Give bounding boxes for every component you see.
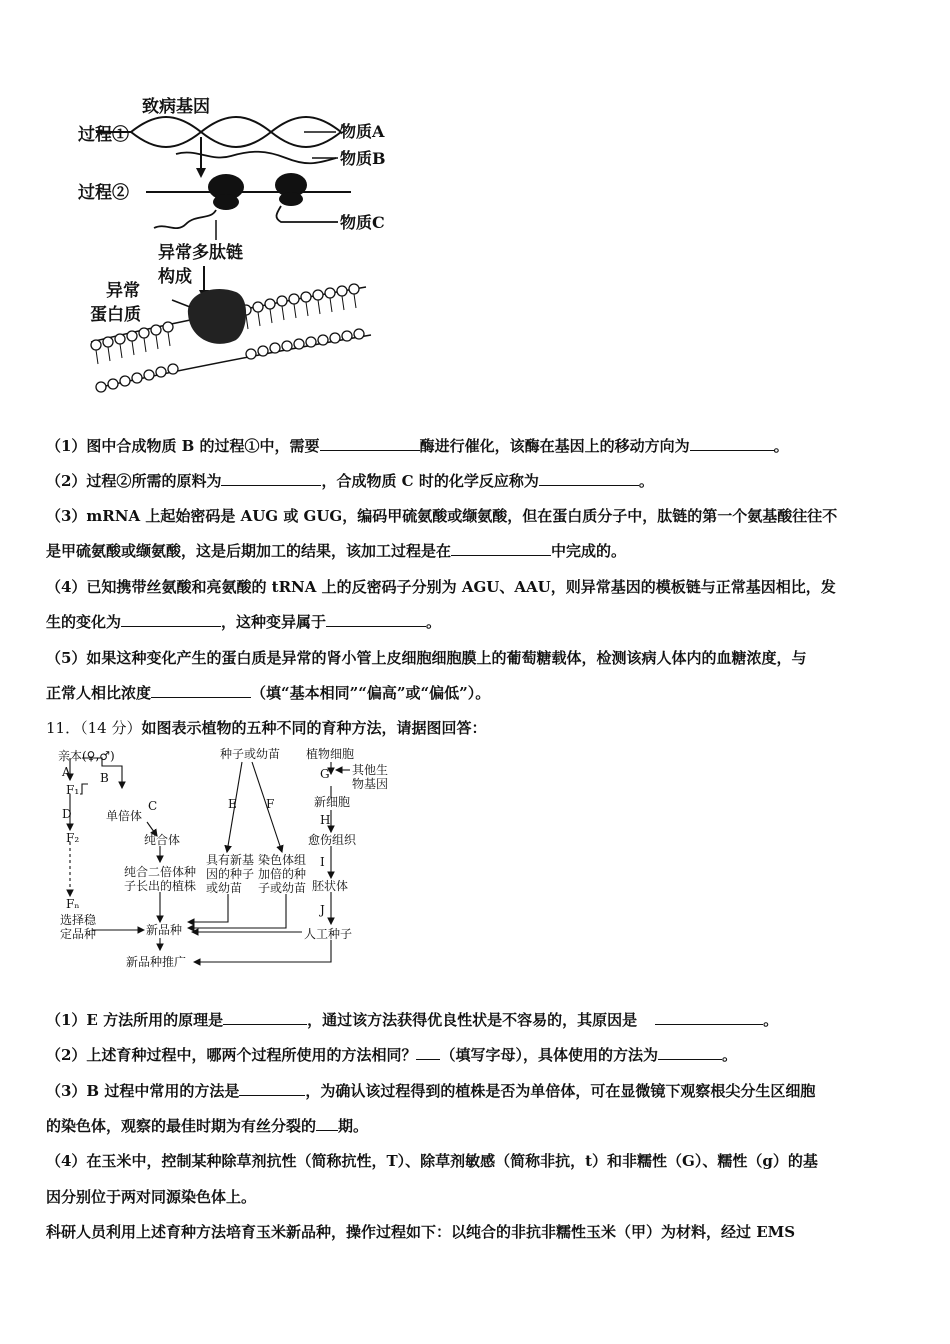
label-substance-a: 物质A	[340, 122, 385, 141]
q10-part3-line2	[46, 541, 908, 561]
fig2-seed: 种子或幼苗	[220, 747, 281, 761]
q10-blank-concentration[interactable]	[151, 683, 251, 698]
q10-part2	[46, 471, 908, 491]
q11-p3-text-b: ，为确认该过程得到的植株是否为单倍体，可在显微镜下观察根尖分生区细胞	[305, 1082, 816, 1100]
fig2-f2: F₂	[66, 831, 80, 845]
fig2-pure-diploid-2: 子长出的植株	[124, 879, 197, 893]
fig2-other-gene-2: 物基因	[352, 777, 389, 791]
q10-blank-raw-material[interactable]	[221, 471, 321, 486]
q11-part4-line2: 因分别位于两对同源染色体上。	[46, 1188, 257, 1206]
fig2-artificial-seed: 人工种子	[304, 927, 353, 941]
q11-blank-b-method[interactable]	[239, 1081, 305, 1096]
q11-p3-text-d: 期。	[338, 1117, 369, 1135]
fig2-double-1: 染色体组	[258, 853, 307, 867]
q11-blank-reason[interactable]	[655, 1010, 763, 1025]
q10-blank-variation[interactable]	[326, 612, 426, 627]
q10-part5-line2	[46, 683, 908, 703]
q11-part3-line2	[46, 1116, 908, 1136]
q10-p2-text-a: （2）过程②所需的原料为	[46, 472, 222, 490]
q11-header	[46, 718, 908, 738]
label-abnormal-protein-2: 蛋白质	[90, 305, 141, 325]
fig2-promote: 新品种推广	[126, 955, 187, 969]
q11-p1-text-b: ，通过该方法获得优良性状是不容易的，其原因是	[307, 1011, 638, 1029]
fig2-new-variety: 新品种	[146, 923, 183, 937]
fig2-f1: F₁	[66, 783, 80, 797]
q10-p1-text-a: （1）图中合成物质 B 的过程①中，需要	[46, 437, 320, 455]
q11-part4-line1: （4）在玉米中，控制某种除草剂抗性（简称抗性，T）、除草剂敏感（简称非抗，t）和非糯性（G）、糯性（g）的基	[46, 1152, 818, 1170]
q10-blank-change[interactable]	[121, 612, 221, 627]
q11-part2	[46, 1045, 908, 1065]
fig2-label-d: D	[62, 807, 72, 821]
q10-p5-text-a: 正常人相比浓度	[46, 684, 152, 702]
breeding-methods-diagram	[52, 744, 397, 976]
fig2-embryoid: 胚状体	[312, 879, 349, 893]
fig2-double-3: 子或幼苗	[258, 881, 307, 895]
q11-p2-text-b: （填写字母），具体使用的方法为	[440, 1046, 658, 1064]
q10-p3-text-b: 中完成的。	[551, 542, 627, 560]
fig2-pure-diploid-1: 纯合二倍体种	[124, 865, 197, 879]
q10-part4-line2	[46, 612, 908, 632]
fig2-label-e: E	[228, 797, 237, 811]
q10-part3-line1: （3）mRNA 上起始密码是 AUG 或 GUG，编码甲硫氨酸或缬氨酸，但在蛋白质分子中，肽链的第一个氨基酸往往不	[46, 507, 838, 525]
q11-blank-phase[interactable]	[316, 1116, 338, 1131]
fig2-callus: 愈伤组织	[308, 833, 357, 847]
q11-part5-line1: 科研人员利用上述育种方法培育玉米新品种，操作过程如下：以纯合的非抗非糯性玉米（甲）为材料，经过 EMS	[46, 1223, 796, 1241]
fig2-other-gene-1: 其他生	[352, 763, 389, 777]
label-abnormal-chain: 异常多肽链	[158, 243, 243, 263]
fig2-newgene-2: 因的种子	[206, 867, 255, 881]
label-gene: 致病基因	[142, 97, 210, 117]
abnormal-protein	[188, 289, 246, 344]
fig2-parents: 亲本(♀,♂)	[58, 749, 115, 763]
fig2-label-j: J	[320, 903, 325, 917]
q11-stem: 如图表示植物的五种不同的育种方法，请据图回答：	[141, 719, 487, 737]
q10-p1-text-c: 。	[773, 437, 789, 455]
q10-part5-line1: （5）如果这种变化产生的蛋白质是异常的肾小管上皮细胞细胞膜上的葡萄糖载体，检测该病人体内的血糖浓度，与	[46, 649, 807, 667]
fig2-select-2: 定品种	[60, 927, 97, 941]
q10-blank-organelle[interactable]	[451, 541, 551, 556]
q11-blank-letters[interactable]	[416, 1045, 440, 1060]
fig2-plant-cell: 植物细胞	[306, 747, 355, 761]
q10-blank-direction[interactable]	[690, 436, 774, 451]
fig2-double-2: 加倍的种	[258, 867, 307, 881]
fig2-label-f: F	[266, 797, 275, 811]
q11-p2-text-a: （2）上述育种过程中，哪两个过程所使用的方法相同？	[46, 1046, 417, 1064]
q11-p3-text-a: （3）B 过程中常用的方法是	[46, 1082, 240, 1100]
q10-p4-text-a: 生的变化为	[46, 613, 122, 631]
fig2-haploid: 单倍体	[106, 809, 143, 823]
q11-part1	[46, 1010, 908, 1030]
fig2-label-a: A	[62, 765, 71, 779]
label-abnormal-protein-1: 异常	[106, 281, 140, 301]
label-substance-b: 物质B	[340, 149, 386, 168]
q10-p2-text-b: ，合成物质 C 时的化学反应称为	[321, 472, 539, 490]
fig2-label-i: I	[320, 855, 325, 869]
gene-expression-diagram	[76, 92, 406, 410]
q11-p1-text-c: 。	[763, 1011, 779, 1029]
label-process2: 过程②	[78, 183, 129, 203]
q10-blank-enzyme[interactable]	[320, 436, 420, 451]
q10-p3-text-a: 是甲硫氨酸或缬氨酸，这是后期加工的结果，该加工过程是在	[46, 542, 452, 560]
fig2-label-h: H	[320, 813, 331, 827]
fig2-newgene-3: 或幼苗	[206, 881, 243, 895]
q11-p1-text-a: （1）E 方法所用的原理是	[46, 1011, 224, 1029]
fig2-label-c: C	[148, 799, 158, 813]
label-process1: 过程①	[78, 125, 129, 145]
fig2-label-g: G	[320, 767, 330, 781]
q10-part1	[46, 436, 908, 456]
fig2-homozygote: 纯合体	[144, 833, 181, 847]
q11-part3-line1	[46, 1081, 908, 1101]
q10-p4-text-b: ，这种变异属于	[221, 613, 327, 631]
q10-p4-text-c: 。	[426, 613, 442, 631]
q11-p3-text-c: 的染色体，观察的最佳时期为有丝分裂的	[46, 1117, 317, 1135]
fig2-newgene-1: 具有新基	[206, 853, 255, 867]
q10-blank-reaction[interactable]	[539, 471, 639, 486]
q10-part4-line1: （4）已知携带丝氨酸和亮氨酸的 tRNA 上的反密码子分别为 AGU、AAU，则异常基因的模板链与正常基因相比，发	[46, 578, 836, 596]
fig2-new-cell: 新细胞	[314, 795, 351, 809]
fig2-label-b: B	[100, 771, 109, 785]
q11-blank-method[interactable]	[658, 1045, 722, 1060]
q10-p5-text-b: （填“基本相同”“偏高”或“偏低”）。	[251, 684, 491, 702]
q11-blank-principle[interactable]	[223, 1010, 307, 1025]
fig2-fn: Fₙ	[66, 897, 80, 911]
fig2-select-1: 选择稳	[60, 913, 97, 927]
label-substance-c: 物质C	[340, 213, 385, 232]
q11-number: 11．（14 分）	[46, 719, 142, 737]
q10-p2-text-c: 。	[638, 472, 654, 490]
q11-p2-text-c: 。	[721, 1046, 737, 1064]
q10-p1-text-b: 酶进行催化，该酶在基因上的移动方向为	[419, 437, 690, 455]
label-compose: 构成	[158, 267, 192, 287]
